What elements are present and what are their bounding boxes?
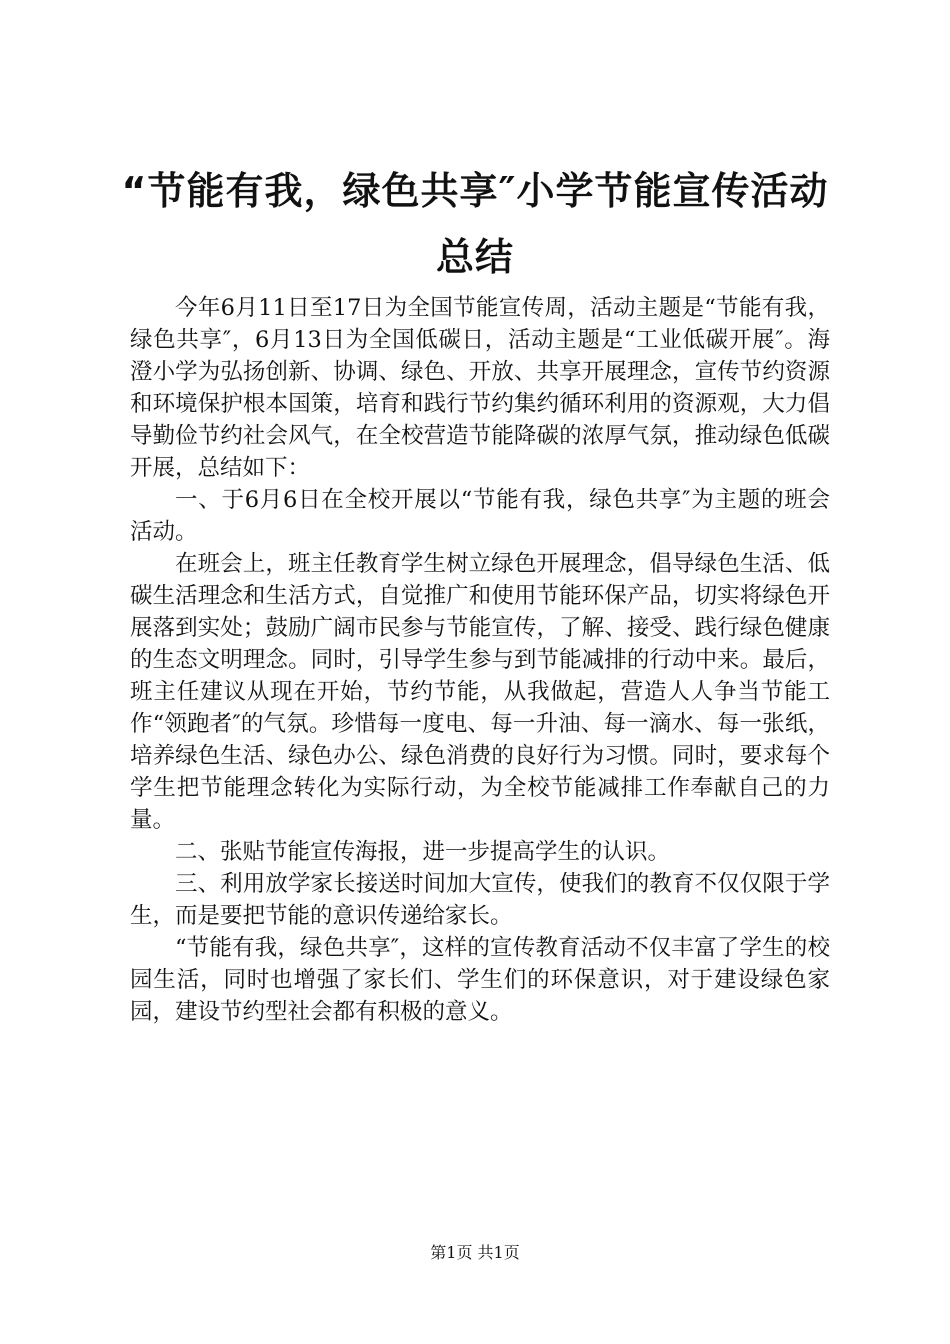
paragraph-class-meeting: 在班会上，班主任教育学生树立绿色开展理念，倡导绿色生活、低碳生活理念和生活方式，自觉推广和使用节能环保产品，切实将绿色开展落到实处；鼓励广阔市民参与节能宣传，了解、接受、践行绿色健康的生态文明理念。同时，引导学生参与到节能减排的行动中来。最后，班主任建议从现在开始，节约节能，从我做起，营造人人争当节能工作“领跑者″的气氛。珍惜每一度电、每一升油、每一滴水、每一张纸，培养绿色生活、绿色办公、绿色消费的良好行为习惯。同时，要求每个学生把节能理念转化为实际行动，为全校节能减排工作奉献自己的力量。 — [130, 551, 830, 833]
paragraph-item-3: 三、利用放学家长接送时间加大宣传，使我们的教育不仅仅限于学生，而是要把节能的意识传递给家长。 — [130, 871, 830, 929]
paragraph-item-2: 二、张贴节能宣传海报，进一步提高学生的认识。 — [175, 839, 671, 865]
document-title: “节能有我，绿色共享″小学节能宣传活动总结 — [121, 169, 829, 279]
paragraph-intro: 今年6月11日至17日为全国节能宣传周，活动主题是“节能有我，绿色共享″，6月13日为全国低碳日，活动主题是“工业低碳开展″。海澄小学为弘扬创新、协调、绿色、开放、共享开展理念，宣传节约资源和环境保护根本国策，培育和践行节约集约循环利用的资源观，大力倡导勤俭节约社会风气，在全校营造节能降碳的浓厚气氛，推动绿色低碳开展，总结如下： — [130, 295, 830, 481]
page-number-footer: 第1页 共1页 — [430, 1243, 520, 1262]
paragraph-item-1: 一、于6月6日在全校开展以“节能有我，绿色共享″为主题的班会活动。 — [130, 487, 830, 545]
paragraph-conclusion: “节能有我，绿色共享″，这样的宣传教育活动不仅丰富了学生的校园生活，同时也增强了家长们、学生们的环保意识，对于建设绿色家园，建设节约型社会都有积极的意义。 — [130, 935, 830, 1025]
document-body — [130, 292, 830, 1028]
